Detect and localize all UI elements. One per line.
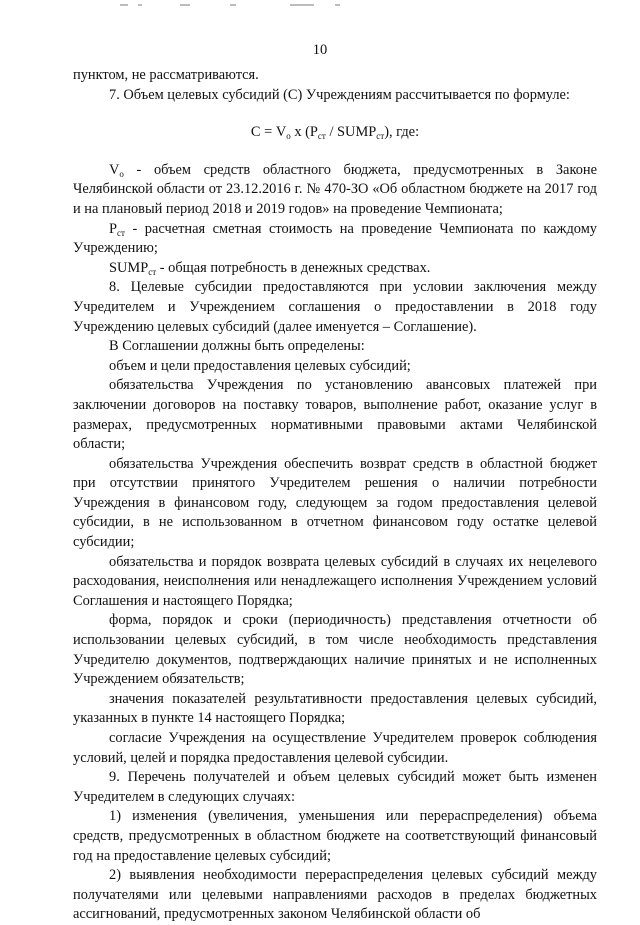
paragraph-9: 9. Перечень получателей и объем целевых субсидий может быть изменен Учредителем в следующих случаях: — [73, 769, 597, 805]
formula: $С = V_о$ x ($P_{ст}$ / $SUMP_{ст}$), где: — [250, 124, 420, 142]
list-item-volume: объем и цели предоставления целевых субсидий; — [109, 357, 411, 374]
paragraph-7: 7. Объем целевых субсидий (С) Учреждениям рассчитывается по формуле: — [109, 86, 570, 103]
page-number: 10 — [312, 42, 328, 58]
paragraph-agreement-intro: В Соглашении должны быть определены: — [109, 338, 365, 355]
definition-p: $P_{ст}$ - расчетная сметная стоимость на проведение Чемпионата по каждому Учреждению; — [73, 220, 597, 257]
paragraph-continuation: пунктом, не рассматриваются. — [73, 67, 259, 83]
list-item-obligations-advance: обязательства Учреждения по установлению авансовых платежей при заключении договоров на поставку товаров, выполнение работ, оказание услуг в размерах, предусмотренных нормативными правовыми актами Челябинской области; — [73, 377, 597, 453]
list-item-reporting: форма, порядок и сроки (периодичность) представления отчетности об использовании целевых субсидий, в том числе необходимость представления Учредителю документов, подтверждающих наличие принятых и не исполненных Учреждением обязательств; — [73, 612, 597, 688]
paragraph-9-item-1: 1) изменения (увеличения, уменьшения или перераспределения) объема средств, предусмотренных в областном бюджете на соответствующий финансовый год на предоставление целевых субсидий; — [73, 808, 597, 864]
definition-sump: $SUMP_{ст}$ - общая потребность в денежных средствах. — [109, 259, 431, 277]
list-item-indicators: значения показателей результативности предоставления целевых субсидий, указанных в пункте 14 настоящего Порядка; — [73, 690, 597, 727]
list-item-obligations-return: обязательства Учреждения обеспечить возврат средств в областной бюджет при отсутствии принятого Учредителем решения о наличии потребности Учреждения в финансовом году, следующем за годом предоставления целевой субсидии, в не использованном в отчетном финансовом году остатке целевой субсидии; — [73, 455, 597, 551]
list-item-consent: согласие Учреждения на осуществление Учредителем проверок соблюдения условий, целей и порядка предоставления целевой субсидии. — [73, 730, 597, 766]
definition-v: $V_о$ - объем средств областного бюджета, предусмотренных в Законе Челябинской области от 23.12.2016 г. № 470-ЗО «Об областном бюджете на 2017 год и на плановый период 2018 и 2019 годов» на проведение Чемпионата; — [73, 161, 597, 217]
paragraph-9-item-2: 2) выявления необходимости перераспределения целевых субсидий между получателями или целевыми направлениями расходов в пределах бюджетных ассигнований, предусмотренных законом Челябинской области об — [73, 867, 597, 923]
paragraph-8: 8. Целевые субсидии предоставляются при условии заключения между Учредителем и Учреждением соглашения о предоставлении в 2018 году Учреждению целевых субсидий (далее именуется – Соглашение). — [73, 279, 597, 335]
scan-artifact — [120, 4, 420, 10]
document-body — [73, 66, 597, 925]
list-item-obligations-misuse: обязательства и порядок возврата целевых субсидий в случаях их нецелевого расходования, неисполнения или ненадлежащего исполнения Учреждением условий Соглашения и настоящего Порядка; — [73, 553, 597, 609]
